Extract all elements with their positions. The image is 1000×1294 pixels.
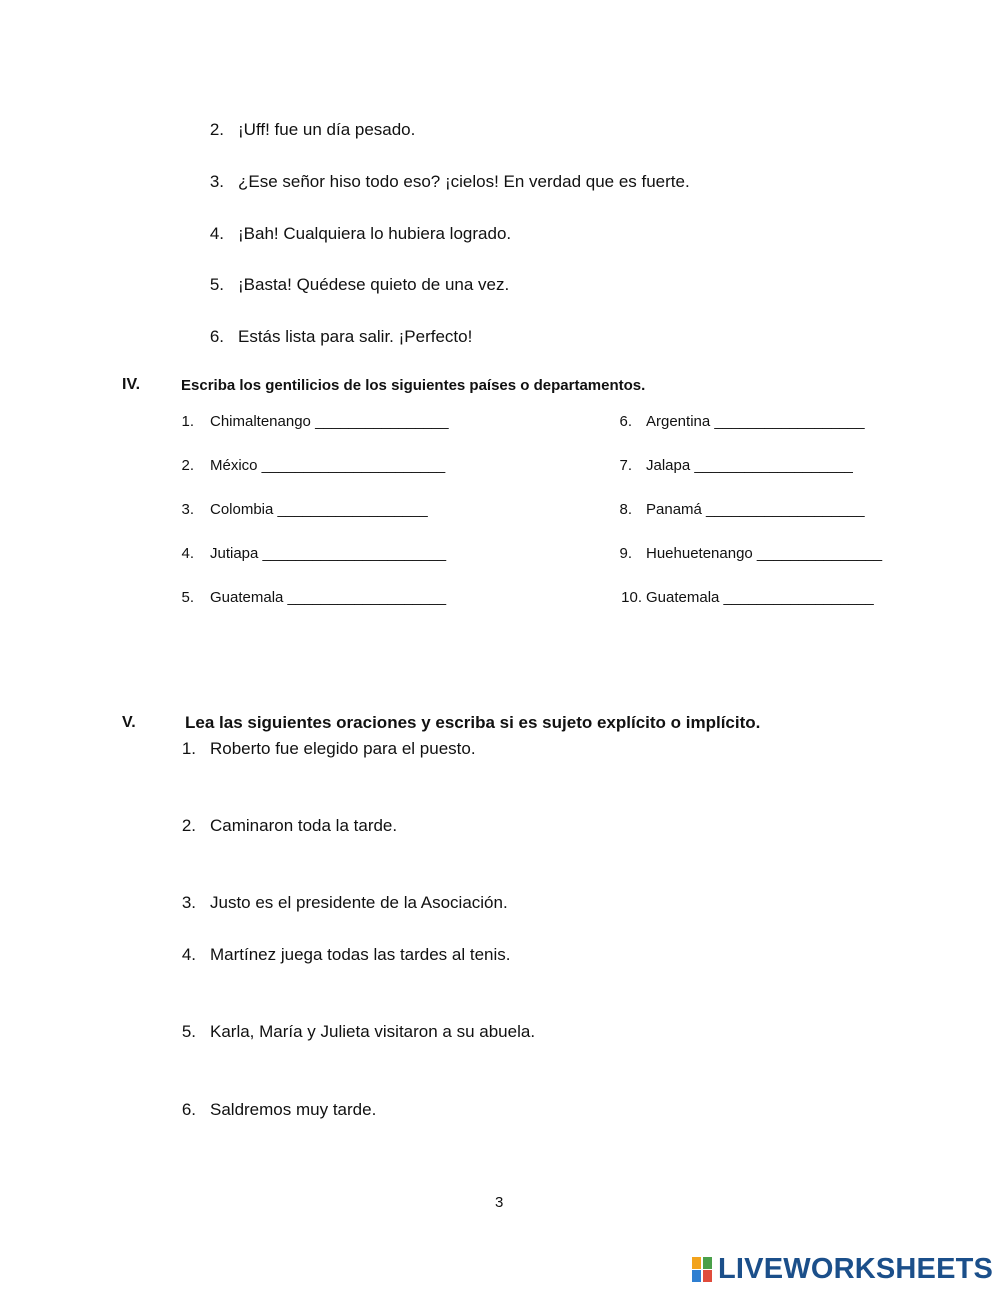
list-number: 8. bbox=[619, 501, 632, 518]
gentilicio-field[interactable]: Argentina __________________ bbox=[646, 413, 865, 430]
gentilicio-field[interactable]: Jalapa ___________________ bbox=[646, 457, 853, 474]
gentilicio-field[interactable]: Huehuetenango _______________ bbox=[646, 545, 883, 562]
list-item: Karla, María y Julieta visitaron a su abuela. bbox=[210, 1022, 536, 1041]
list-item: Caminaron toda la tarde. bbox=[210, 816, 398, 835]
list-number: 2. bbox=[181, 457, 194, 474]
list-item: Estás lista para salir. ¡Perfecto! bbox=[238, 327, 473, 346]
liveworksheets-logo bbox=[692, 1252, 993, 1286]
list-item: Saldremos muy tarde. bbox=[210, 1100, 377, 1119]
list-item: ¡Bah! Cualquiera lo hubiera logrado. bbox=[238, 224, 512, 243]
list-number: 9. bbox=[619, 545, 632, 562]
list-item: ¡Uff! fue un día pesado. bbox=[238, 120, 416, 139]
list-number: 6. bbox=[209, 327, 224, 346]
list-number: 6. bbox=[619, 413, 632, 430]
gentilicio-field[interactable]: Chimaltenango ________________ bbox=[210, 413, 449, 430]
list-number: 1. bbox=[181, 739, 196, 758]
gentilicio-field[interactable]: Guatemala ___________________ bbox=[210, 589, 447, 606]
list-number: 5. bbox=[209, 275, 224, 294]
list-number: 4. bbox=[209, 224, 224, 243]
section-heading: Lea las siguientes oraciones y escriba si es sujeto explícito o implícito. bbox=[185, 713, 761, 732]
list-number: 5. bbox=[181, 1022, 196, 1041]
page-number: 3 bbox=[495, 1194, 504, 1211]
list-item: Justo es el presidente de la Asociación. bbox=[210, 893, 508, 912]
gentilicio-field[interactable]: Panamá ___________________ bbox=[646, 501, 865, 518]
list-item: ¿Ese señor hiso todo eso? ¡cielos! En verdad que es fuerte. bbox=[238, 172, 690, 191]
liveworksheets-logo-text: LIVEWORKSHEETS bbox=[718, 1252, 994, 1285]
list-number: 3. bbox=[181, 893, 196, 912]
list-number: 6. bbox=[181, 1100, 196, 1119]
list-item: Roberto fue elegido para el puesto. bbox=[210, 739, 476, 758]
list-number: 7. bbox=[619, 457, 632, 474]
section-heading: Escriba los gentilicios de los siguientes países o departamentos. bbox=[181, 377, 646, 394]
gentilicio-field[interactable]: Guatemala __________________ bbox=[646, 589, 874, 606]
list-number: 4. bbox=[181, 945, 196, 964]
list-number: 3. bbox=[209, 172, 224, 191]
section-number: V. bbox=[122, 714, 136, 731]
list-number: 4. bbox=[181, 545, 194, 562]
list-number: 5. bbox=[181, 589, 194, 606]
list-number: 3. bbox=[181, 501, 194, 518]
list-number: 10. bbox=[621, 589, 642, 606]
section-number: IV. bbox=[122, 376, 141, 393]
list-item: Martínez juega todas las tardes al tenis. bbox=[210, 945, 511, 964]
list-number: 2. bbox=[209, 120, 224, 139]
liveworksheets-logo-icon bbox=[692, 1255, 714, 1283]
gentilicio-field[interactable]: Colombia __________________ bbox=[210, 501, 428, 518]
gentilicio-field[interactable]: México ______________________ bbox=[210, 457, 446, 474]
list-number: 2. bbox=[181, 816, 196, 835]
list-item: ¡Basta! Quédese quieto de una vez. bbox=[238, 275, 510, 294]
gentilicio-field[interactable]: Jutiapa ______________________ bbox=[210, 545, 447, 562]
list-number: 1. bbox=[181, 413, 194, 430]
